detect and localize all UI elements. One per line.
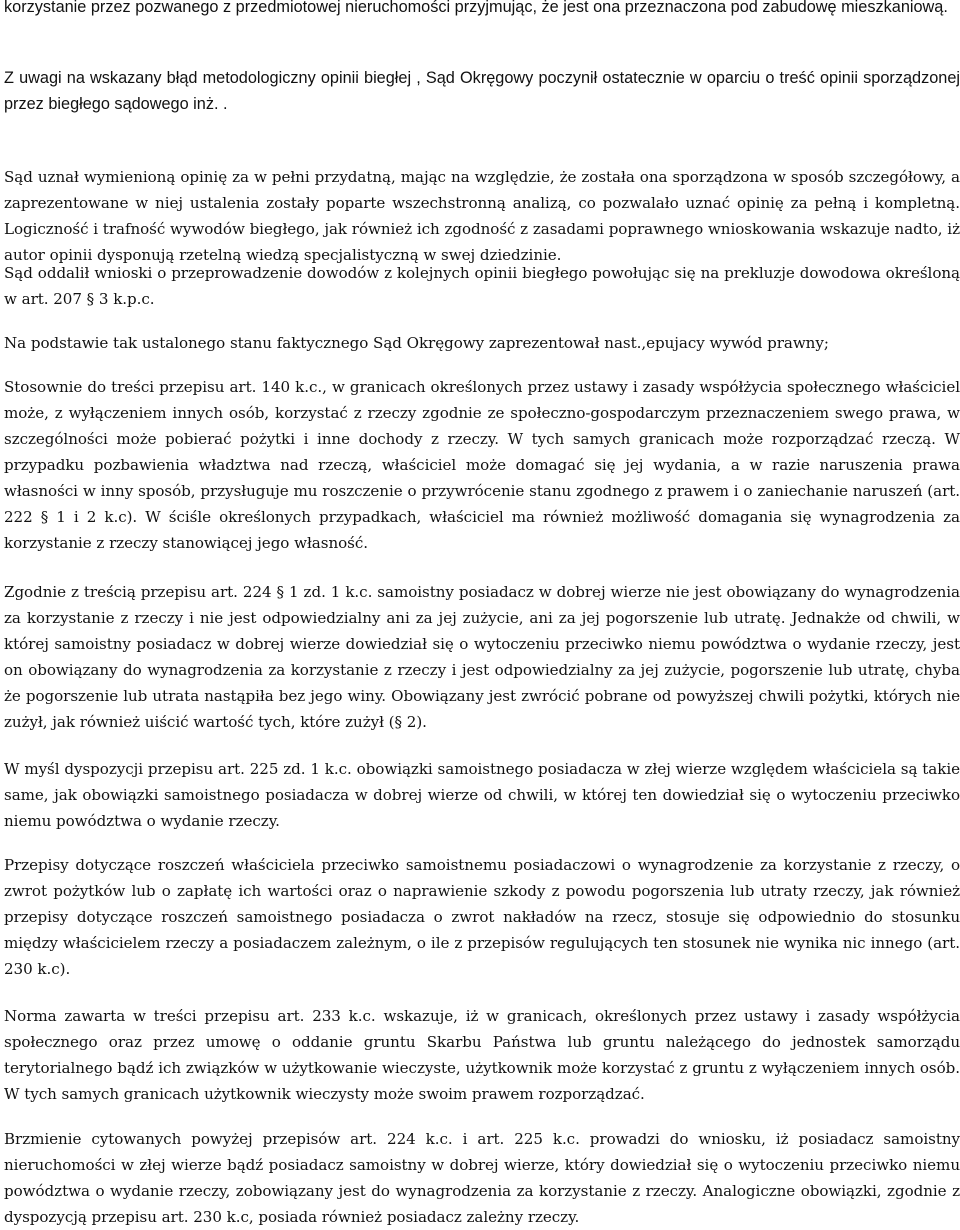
document-page <box>4 0 960 1230</box>
paragraph-2: Z uwagi na wskazany błąd metodologiczny opinii biegłej , Sąd Okręgowy poczynił ostatecznie w oparciu o treść opinii sporządzonej przez biegłego sądowego inż. . <box>4 69 960 113</box>
paragraph-11: Brzmienie cytowanych powyżej przepisów art. 224 k.c. i art. 225 k.c. prowadzi do wniosku, iż posiadacz samoistny nieruchomości w złej wierze bądź posiadacz samoistny w dobrej wierze, który dowiedział się o wytoczeniu przeciwko niemu powództwa o wydanie rzeczy, zobowiązany jest do wynagrodzenia za korzystanie z rzeczy. Analogiczne obowiązki, zgodnie z dyspozycją przepisu art. 230 k.c, posiada również posiadacz zależny rzeczy. <box>4 1130 960 1226</box>
paragraph-10: Norma zawarta w treści przepisu art. 233 k.c. wskazuje, iż w granicach, określonych przez ustawy i zasady współżycia społecznego oraz przez umowę o oddanie gruntu Skarbu Państwa lub gruntu należącego do jednostek samorządu terytorialnego bądź ich związków w użytkowanie wieczyste, użytkownik może korzystać z gruntu z wyłączeniem innych osób. W tych samych granicach użytkownik wieczysty może swoim prawem rozporządzać. <box>4 1007 960 1103</box>
paragraph-9: Przepisy dotyczące roszczeń właściciela przeciwko samoistnemu posiadaczowi o wynagrodzenie za korzystanie z rzeczy, o zwrot pożytków lub o zapłatę ich wartości oraz o naprawienie szkody z powodu pogorszenia lub utraty rzeczy, jak również przepisy dotyczące roszczeń samoistnego posiadacza o zwrot nakładów na rzecz, stosuje się odpowiednio do stosunku między właścicielem rzeczy a posiadaczem zależnym, o ile z przepisów regulujących ten stosunek nie wynika nic innego (art. 230 k.c). <box>4 856 960 978</box>
paragraph-4: Sąd oddalił wnioski o przeprowadzenie dowodów z kolejnych opinii biegłego powołując się na prekluzje dowodowa określoną w art. 207 § 3 k.p.c. <box>4 264 960 308</box>
paragraph-1: korzystanie przez pozwanego z przedmiotowej nieruchomości przyjmując, że jest ona przeznaczona pod zabudowę mieszkaniową. <box>4 0 948 16</box>
paragraph-6: Stosownie do treści przepisu art. 140 k.c., w granicach określonych przez ustawy i zasady współżycia społecznego właściciel może, z wyłączeniem innych osób, korzystać z rzeczy zgodnie ze społeczno-gospodarczym przeznaczeniem swego prawa, w szczególności może pobierać pożytki i inne dochody z rzeczy. W tych samych granicach może rozporządzać rzeczą. W przypadku pozbawienia władztwa nad rzeczą, właściciel może domagać się jej wydania, a w razie naruszenia prawa własności w inny sposób, przysługuje mu roszczenie o przywrócenie stanu zgodnego z prawem i o zaniechanie naruszeń (art. 222 § 1 i 2 k.c). W ściśle określonych przypadkach, właściciel ma również możliwość domagania się wynagrodzenia za korzystanie z rzeczy stanowiącej jego własność. <box>4 378 960 552</box>
paragraph-8: W myśl dyspozycji przepisu art. 225 zd. 1 k.c. obowiązki samoistnego posiadacza w złej wierze względem właściciela są takie same, jak obowiązki samoistnego posiadacza w dobrej wierze od chwili, w której ten dowiedział się o wytoczeniu przeciwko niemu powództwa o wydanie rzeczy. <box>4 760 960 830</box>
paragraph-5: Na podstawie tak ustalonego stanu faktycznego Sąd Okręgowy zaprezentował nast.,epujacy wywód prawny; <box>4 334 829 352</box>
paragraph-3: Sąd uznał wymienioną opinię za w pełni przydatną, mając na względzie, że została ona sporządzona w sposób szczegółowy, a zaprezentowane w niej ustalenia zostały poparte wszechstronną analizą, co pozwalało uznać opinię za pełną i kompletną. Logiczność i trafność wywodów biegłego, jak również ich zgodność z zasadami poprawnego wnioskowania wskazuje nadto, iż autor opinii dysponują rzetelną wiedzą specjalistyczną w swej dziedzinie. <box>4 168 960 264</box>
paragraph-7: Zgodnie z treścią przepisu art. 224 § 1 zd. 1 k.c. samoistny posiadacz w dobrej wierze nie jest obowiązany do wynagrodzenia za korzystanie z rzeczy i nie jest odpowiedzialny ani za jej zużycie, ani za jej pogorszenie lub utratę. Jednakże od chwili, w której samoistny posiadacz w dobrej wierze dowiedział się o wytoczeniu przeciwko niemu powództwa o wydanie rzeczy, jest on obowiązany do wynagrodzenia za korzystanie z rzeczy i jest odpowiedzialny za jej zużycie, pogorszenie lub utratę, chyba że pogorszenie lub utrata nastąpiła bez jego winy. Obowiązany jest zwrócić pobrane od powyższej chwili pożytki, których nie zużył, jak również uiścić wartość tych, które zużył (§ 2). <box>4 583 960 731</box>
